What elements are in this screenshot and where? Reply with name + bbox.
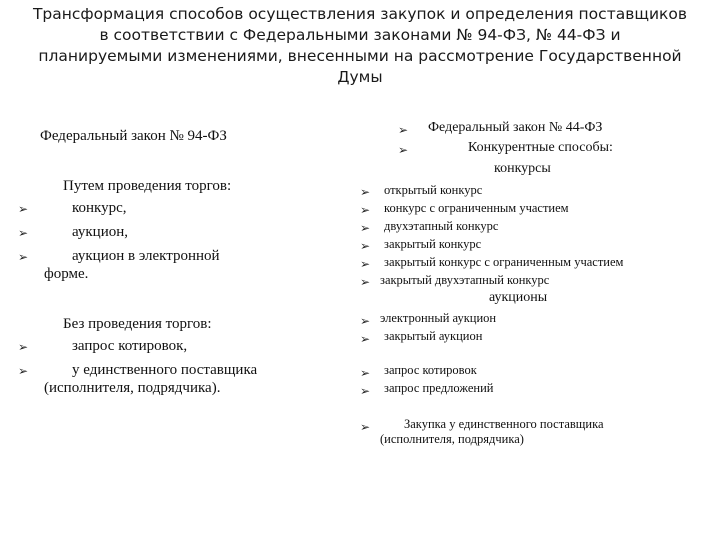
tenders-heading: Путем проведения торгов: xyxy=(63,178,232,194)
title-line: Думы xyxy=(337,68,383,86)
contests-label: конкурсы xyxy=(494,161,551,176)
arrow-bullet-icon: ➢ xyxy=(360,384,371,398)
arrow-bullet-icon: ➢ xyxy=(18,364,29,378)
arrow-bullet-icon: ➢ xyxy=(360,275,371,289)
arrow-bullet-icon: ➢ xyxy=(360,420,371,434)
slide-title xyxy=(10,4,710,88)
list-item: закрытый двухэтапный конкурс xyxy=(380,273,550,287)
list-item-continuation: форме. xyxy=(44,266,89,282)
title-line: планируемыми изменениями, внесенными на рассмотрение Государственной xyxy=(38,47,682,65)
arrow-bullet-icon: ➢ xyxy=(398,123,409,137)
no-tenders-heading: Без проведения торгов: xyxy=(63,316,212,332)
competitive-methods-heading: Конкурентные способы: xyxy=(468,140,613,155)
law-94-heading: Федеральный закон № 94-ФЗ xyxy=(40,128,227,144)
arrow-bullet-icon: ➢ xyxy=(360,257,371,271)
arrow-bullet-icon: ➢ xyxy=(360,221,371,235)
list-item: запрос котировок, xyxy=(72,338,188,354)
list-item: аукцион, xyxy=(72,224,129,240)
list-item-continuation: (исполнителя, подрядчика) xyxy=(380,432,524,446)
arrow-bullet-icon: ➢ xyxy=(360,332,371,346)
list-item: Закупка у единственного поставщика xyxy=(404,417,604,431)
arrow-bullet-icon: ➢ xyxy=(18,226,29,240)
title-line: Трансформация способов осуществления закупок и определения поставщиков xyxy=(32,5,688,23)
arrow-bullet-icon: ➢ xyxy=(18,340,29,354)
list-item: запрос предложений xyxy=(384,381,494,395)
list-item: аукцион в электронной xyxy=(72,248,220,264)
list-item: закрытый конкурс с ограниченным участием xyxy=(384,255,624,269)
list-item: электронный аукцион xyxy=(380,311,497,325)
list-item: закрытый аукцион xyxy=(384,329,483,343)
list-item: открытый конкурс xyxy=(384,183,483,197)
arrow-bullet-icon: ➢ xyxy=(360,185,371,199)
arrow-bullet-icon: ➢ xyxy=(18,202,29,216)
list-item: конкурс с ограниченным участием xyxy=(384,201,569,215)
list-item: у единственного поставщика xyxy=(72,362,258,378)
title-line: в соответствии с Федеральными законами № 94-ФЗ, № 44-ФЗ и xyxy=(99,26,621,44)
arrow-bullet-icon: ➢ xyxy=(360,314,371,328)
list-item: двухэтапный конкурс xyxy=(384,219,499,233)
arrow-bullet-icon: ➢ xyxy=(360,239,371,253)
list-item: запрос котировок xyxy=(384,363,477,377)
arrow-bullet-icon: ➢ xyxy=(360,366,371,380)
arrow-bullet-icon: ➢ xyxy=(360,203,371,217)
list-item-continuation: (исполнителя, подрядчика). xyxy=(44,380,221,396)
law-44-heading: Федеральный закон № 44-ФЗ xyxy=(428,120,603,135)
auctions-label: аукционы xyxy=(489,290,548,305)
list-item: конкурс, xyxy=(72,200,127,216)
arrow-bullet-icon: ➢ xyxy=(398,143,409,157)
arrow-bullet-icon: ➢ xyxy=(18,250,29,264)
list-item: закрытый конкурс xyxy=(384,237,482,251)
